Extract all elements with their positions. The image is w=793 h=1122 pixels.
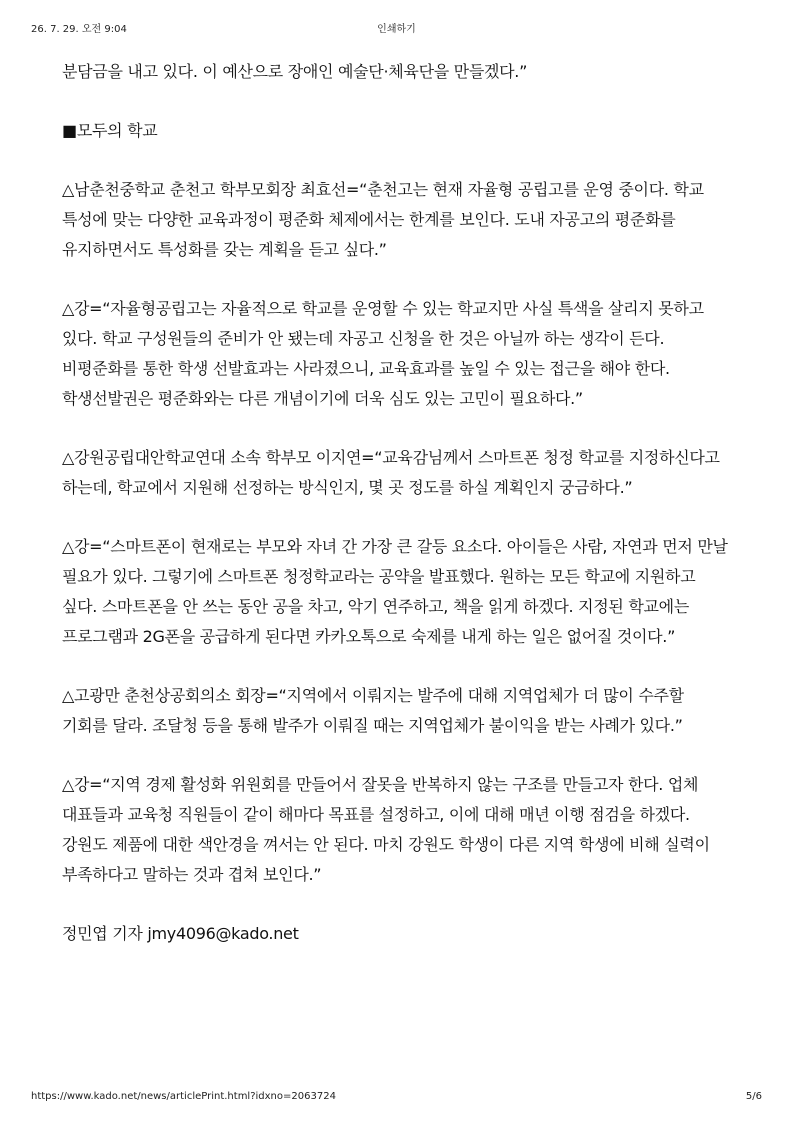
page-number: 5/6: [745, 1091, 762, 1102]
print-datetime: 26. 7. 29. 오전 9:04: [31, 24, 127, 35]
article-paragraph: △강원공립대안학교연대 소속 학부모 이지연=“교육감님께서 스마트폰 청정 학교를 지정하신다고 하는데, 학교에서 지원해 선정하는 방식인지, 몇 곳 정도를 하실 계획인지 궁금하다.”: [62, 448, 720, 497]
article-paragraph: △고광만 춘천상공회의소 회장=“지역에서 이뤄지는 발주에 대해 지역업체가 더 많이 수주할 기회를 달라. 조달청 등을 통해 발주가 이뤄질 때는 지역업체가 불이익을 받는 사례가 있다.”: [62, 686, 684, 735]
print-title: 인쇄하기: [377, 24, 416, 35]
article-body: [62, 57, 734, 978]
section-heading: ■모두의 학교: [62, 121, 158, 140]
reporter-byline: 정민엽 기자 jmy4096@kado.net: [62, 924, 299, 943]
article-paragraph: △강=“스마트폰이 현재로는 부모와 자녀 간 가장 큰 갈등 요소다. 아이들은 사람, 자연과 먼저 만날 필요가 있다. 그렇기에 스마트폰 청정학교라는 공약을 발표했다. 원하는 모든 학교에 지원하고 싶다. 스마트폰을 안 쓰는 동안 공을 차고, 악기 연주하고, 책을 읽게 하겠다. 지정된 학교에는 프로그램과 2G폰을 공급하게 된다면 카카오톡으로 숙제를 내게 하는 일은 없어질 것이다.”: [62, 537, 728, 646]
page-url: https://www.kado.net/news/articlePrint.html?idxno=2063724: [31, 1091, 336, 1102]
article-paragraph: △강=“지역 경제 활성화 위원회를 만들어서 잘못을 반복하지 않는 구조를 만들고자 한다. 업체 대표들과 교육청 직원들이 같이 해마다 목표를 설정하고, 이에 대해 매년 이행 점검을 하겠다. 강원도 제품에 대한 색안경을 껴서는 안 된다. 마치 강원도 학생이 다른 지역 학생에 비해 실력이 부족하다고 말하는 것과 겹쳐 보인다.”: [62, 775, 710, 884]
article-paragraph: 분담금을 내고 있다. 이 예산으로 장애인 예술단·체육단을 만들겠다.”: [62, 62, 528, 81]
article-paragraph: △남춘천중학교 춘천고 학부모회장 최효선=“춘천고는 현재 자율형 공립고를 운영 중이다. 학교 특성에 맞는 다양한 교육과정이 평준화 체제에서는 한계를 보인다. 도내 자공고의 평준화를 유지하면서도 특성화를 갖는 계획을 듣고 싶다.”: [62, 180, 704, 259]
print-header: [31, 20, 762, 34]
article-paragraph: △강=“자율형공립고는 자율적으로 학교를 운영할 수 있는 학교지만 사실 특색을 살리지 못하고 있다. 학교 구성원들의 준비가 안 됐는데 자공고 신청을 한 것은 아닐까 하는 생각이 든다. 비평준화를 통한 학생 선발효과는 사라졌으니, 교육효과를 높일 수 있는 접근을 해야 한다. 학생선발권은 평준화와는 다른 개념이기에 더욱 심도 있는 고민이 필요하다.”: [62, 299, 704, 408]
